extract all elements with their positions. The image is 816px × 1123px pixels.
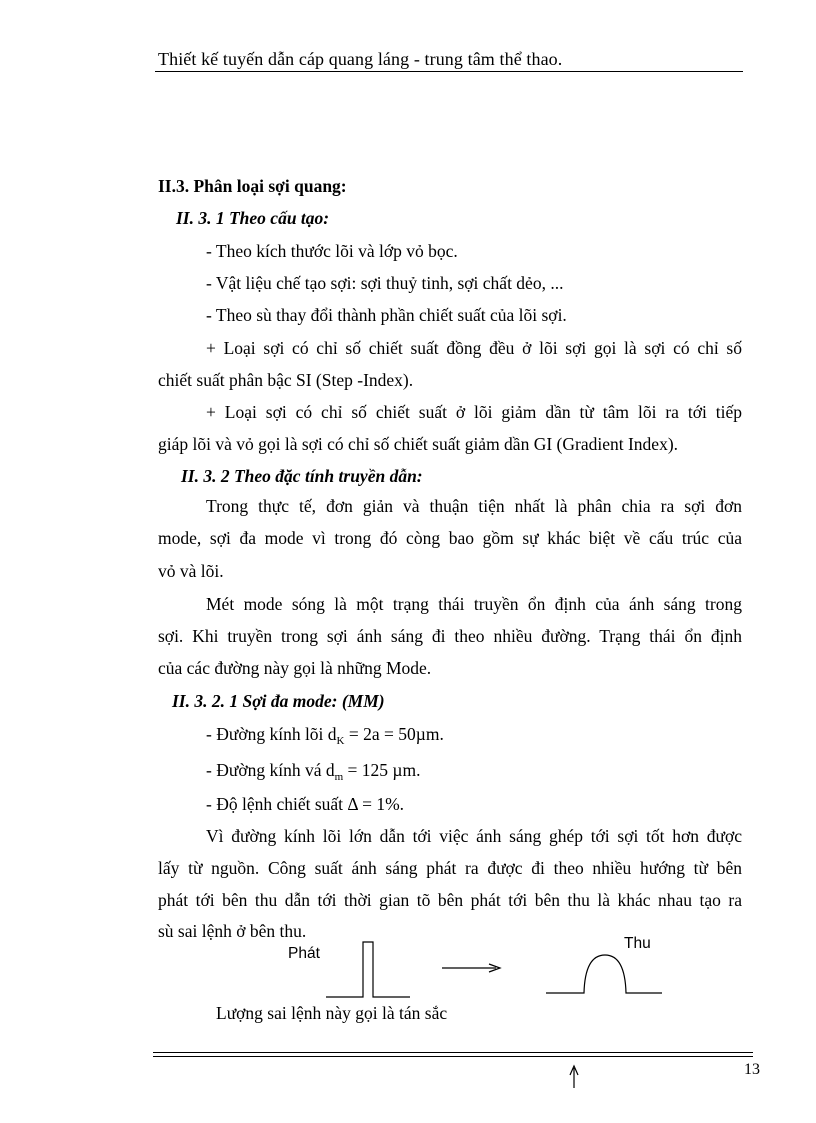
structure-item-1: - Theo kích thước lõi và lớp vỏ bọc. bbox=[206, 241, 458, 261]
si-paragraph-line-2: chiết suất phân bậc SI (Step -Index). bbox=[158, 370, 414, 390]
mode-para-line-2: sợi. Khi truyền trong sợi ánh sáng đi theo nhiều đường. Trạng thái ổn định bbox=[158, 626, 742, 646]
footer-rule-bottom bbox=[153, 1056, 753, 1057]
page-number: 13 bbox=[744, 1061, 760, 1078]
spec-core-diameter-subscript: K bbox=[336, 735, 345, 747]
multimode-para-line-3: phát tới bên thu dẫn tới thời gian tõ bên phát tới bên thu là khác nhau tạo ra bbox=[158, 890, 742, 910]
transmission-para1-line-3: vỏ và lõi. bbox=[158, 561, 224, 581]
transmission-para1-line-2: mode, sợi đa mode vì trong đó còng bao gồm sự khác biệt về cấu trúc của bbox=[158, 528, 742, 548]
transmission-para1-line-1: Trong thực tế, đơn giản và thuận tiện nhất là phân chia ra sợi đơn bbox=[206, 496, 742, 516]
subsection-heading-structure: II. 3. 1 Theo cấu tạo: bbox=[176, 208, 330, 228]
spec-cladding-diameter-suffix: = 125 µm. bbox=[343, 760, 421, 780]
page-header-title: Thiết kế tuyến dẫn cáp quang láng - trung tâm thể thao. bbox=[158, 49, 563, 69]
input-pulse-shape bbox=[326, 942, 410, 997]
footer-rule-top bbox=[153, 1052, 753, 1053]
multimode-para-line-1: Vì đường kính lõi lớn dẫn tới việc ánh sáng ghép tới sợi tốt hơn được bbox=[206, 826, 742, 846]
structure-item-3: - Theo sù thay đổi thành phần chiết suất của lõi sợi. bbox=[206, 305, 567, 325]
subsection-heading-multimode: II. 3. 2. 1 Sợi đa mode: (MM) bbox=[172, 691, 385, 711]
mode-para-line-3: của các đường này gọi là những Mode. bbox=[158, 658, 432, 678]
gi-paragraph-line-1: + Loại sợi có chỉ số chiết suất ở lõi giảm dần từ tâm lõi ra tới tiếp bbox=[206, 402, 742, 422]
si-paragraph-line-1: + Loại sợi có chỉ số chiết suất đồng đều ở lõi sợi gọi là sợi có chỉ số bbox=[206, 338, 742, 358]
diagram-caption: Lượng sai lệnh này gọi là tán sắc bbox=[216, 1003, 448, 1023]
section-heading: II.3. Phân loại sợi quang: bbox=[158, 176, 347, 196]
spec-core-diameter-prefix: - Đường kính lõi d bbox=[206, 724, 337, 744]
spec-cladding-diameter-prefix: - Đường kính vá d bbox=[206, 760, 335, 780]
spec-index-difference: - Độ lệnh chiết suất Δ = 1%. bbox=[206, 794, 405, 814]
multimode-para-line-2: lấy từ nguồn. Công suất ánh sáng phát ra được đi theo nhiều hướng từ bên bbox=[158, 858, 742, 878]
diagram-label-receive: Thu bbox=[624, 935, 651, 952]
structure-item-2: - Vật liệu chế tạo sợi: sợi thuỷ tinh, sợi chất dẻo, ... bbox=[206, 273, 564, 293]
gi-paragraph-line-2: giáp lõi và vỏ gọi là sợi có chỉ số chiết suất giảm dần GI (Gradient Index). bbox=[158, 434, 679, 454]
diagram-label-send: Phát bbox=[288, 945, 320, 962]
subsection-heading-transmission: II. 3. 2 Theo đặc tính truyền dẫn: bbox=[181, 466, 423, 486]
multimode-para-line-4: sù sai lệnh ở bên thu. bbox=[158, 921, 307, 941]
spec-cladding-diameter-subscript: m bbox=[334, 771, 344, 783]
output-pulse-shape bbox=[546, 955, 662, 993]
mode-para-line-1: Mét mode sóng là một trạng thái truyền ổn định của ánh sáng trong bbox=[206, 594, 742, 614]
spec-core-diameter-suffix: = 2a = 50µm. bbox=[344, 724, 444, 744]
